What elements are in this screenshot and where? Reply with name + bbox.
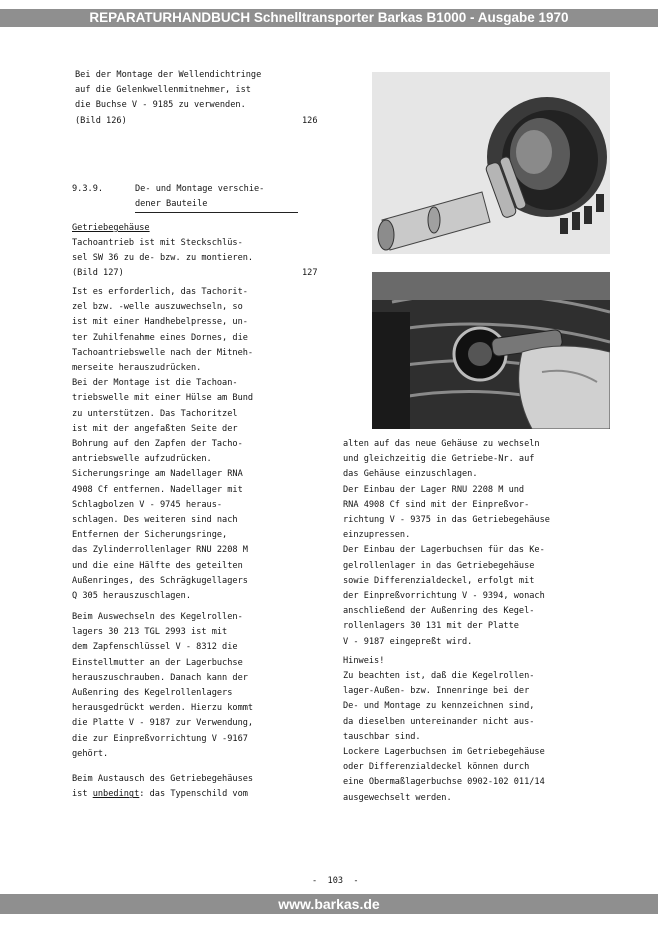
header-title: REPARATURHANDBUCH Schnelltransporter Barkas B1000 - Ausgabe 1970 xyxy=(89,10,569,25)
header-bar xyxy=(0,9,658,27)
main-body-paragraph: Ist es erforderlich, das Tachorit- zel bzw. -welle auszuwechseln, so ist mit einer Handhebelpresse, un- ter Zuhilfenahme eines Dornes, die Tachoantriebswelle nach der Mitneh- merseite herauszudrücken. Bei der Montage ist die Tachoan- triebswelle mit einer Hülse am Bund zu unterstützen. Das Tachoritzel ist mit der angefaßten Seite der Bohrung auf den Zapfen der Tacho- antriebswelle aufzudrücken. Sicherungsringe am Nadellager RNA 4908 Cf entfernen. Nadellager mit Schlagbolzen V - 9745 heraus- schlagen. Des weiteren sind nach Entfernen der Sicherungsringe, das Zylinderrollenlager RNU 2208 M und die eine Hälfte des geteilten Außenringes, des Schrägkugellagers Q 305 herauszuschlagen. xyxy=(72,287,254,602)
page-number: - 103 - xyxy=(312,876,359,886)
austausch-emphasis: unbedingt xyxy=(92,789,140,800)
austausch-text-end: : das Typenschild vom xyxy=(139,789,248,800)
figure-126-reference: 126 xyxy=(302,116,318,126)
footer-bar xyxy=(0,894,658,914)
kegelrollenlager-paragraph: Beim Auswechseln des Kegelrollen- lagers 30 213 TGL 2993 ist mit dem Zapfenschlüssel V - 8312 die Einstellmutter an der Lagerbuchse herauszuschrauben. Danach kann der Außenring des Kegelrollenlagers herausgedrückt werden. Hierzu kommt die Platte V - 9187 zur Verwendung, die zur Einpreßvorrichtung V -9167 gehört. xyxy=(72,612,254,759)
section-number: 9.3.9. xyxy=(72,184,104,194)
section-title-underline xyxy=(135,212,298,213)
austausch-paragraph xyxy=(72,772,253,802)
continuation-paragraph: alten auf das neue Gehäuse zu wechseln und gleichzeitig die Getriebe-Nr. auf das Gehäuse einzuschlagen. Der Einbau der Lager RNU 2208 M und RNA 4908 Cf sind mit der Einpreßvor- richtung V - 9375 in das Getriebegehäuse einzupressen. Der Einbau der Lagerbuchsen für das Ke- gelrollenlager in das Getriebegehäuse sowie Differenzialdeckel, erfolgt mit der Einpreßvorrichtung V - 9394, wonach anschließend der Außenring des Kegel- rollenlagers 30 131 mit der Platte V - 9187 eingepreßt wird. xyxy=(343,439,550,647)
intro-paragraph: Bei der Montage der Wellendichtringe auf die Gelenkwellenmitnehmer, ist die Buchse V - 9185 zu verwenden. (Bild 126) xyxy=(75,70,262,126)
hinweis-label: Hinweis! xyxy=(343,656,385,666)
footer-url: www.barkas.de xyxy=(278,896,380,912)
tacho-paragraph: Tachoantrieb ist mit Steckschlüs- sel SW 36 zu de- bzw. zu montieren. (Bild 127) xyxy=(72,238,254,279)
subheading-getriebegehaeuse: Getriebegehäuse xyxy=(72,223,150,233)
section-title: De- und Montage verschie- dener Bauteile xyxy=(135,184,265,210)
figure-127-reference: 127 xyxy=(302,268,318,278)
hinweis-paragraph: Zu beachten ist, daß die Kegelrollen- lager-Außen- bzw. Innenringe bei der De- und Montage zu kennzeichnen sind, da dieselben untereinander nicht aus- tauschbar sind. Lockere Lagerbuchsen im Getriebegehäuse oder Differenzialdeckel können durch eine Obermaßlagerbuchse 0902-102 011/14 ausgewechselt werden. xyxy=(343,671,545,803)
figure-126-photo xyxy=(372,72,610,254)
austausch-text-start: Beim Austausch des Getriebegehäuses ist xyxy=(72,774,254,800)
figure-127-photo xyxy=(372,272,610,429)
